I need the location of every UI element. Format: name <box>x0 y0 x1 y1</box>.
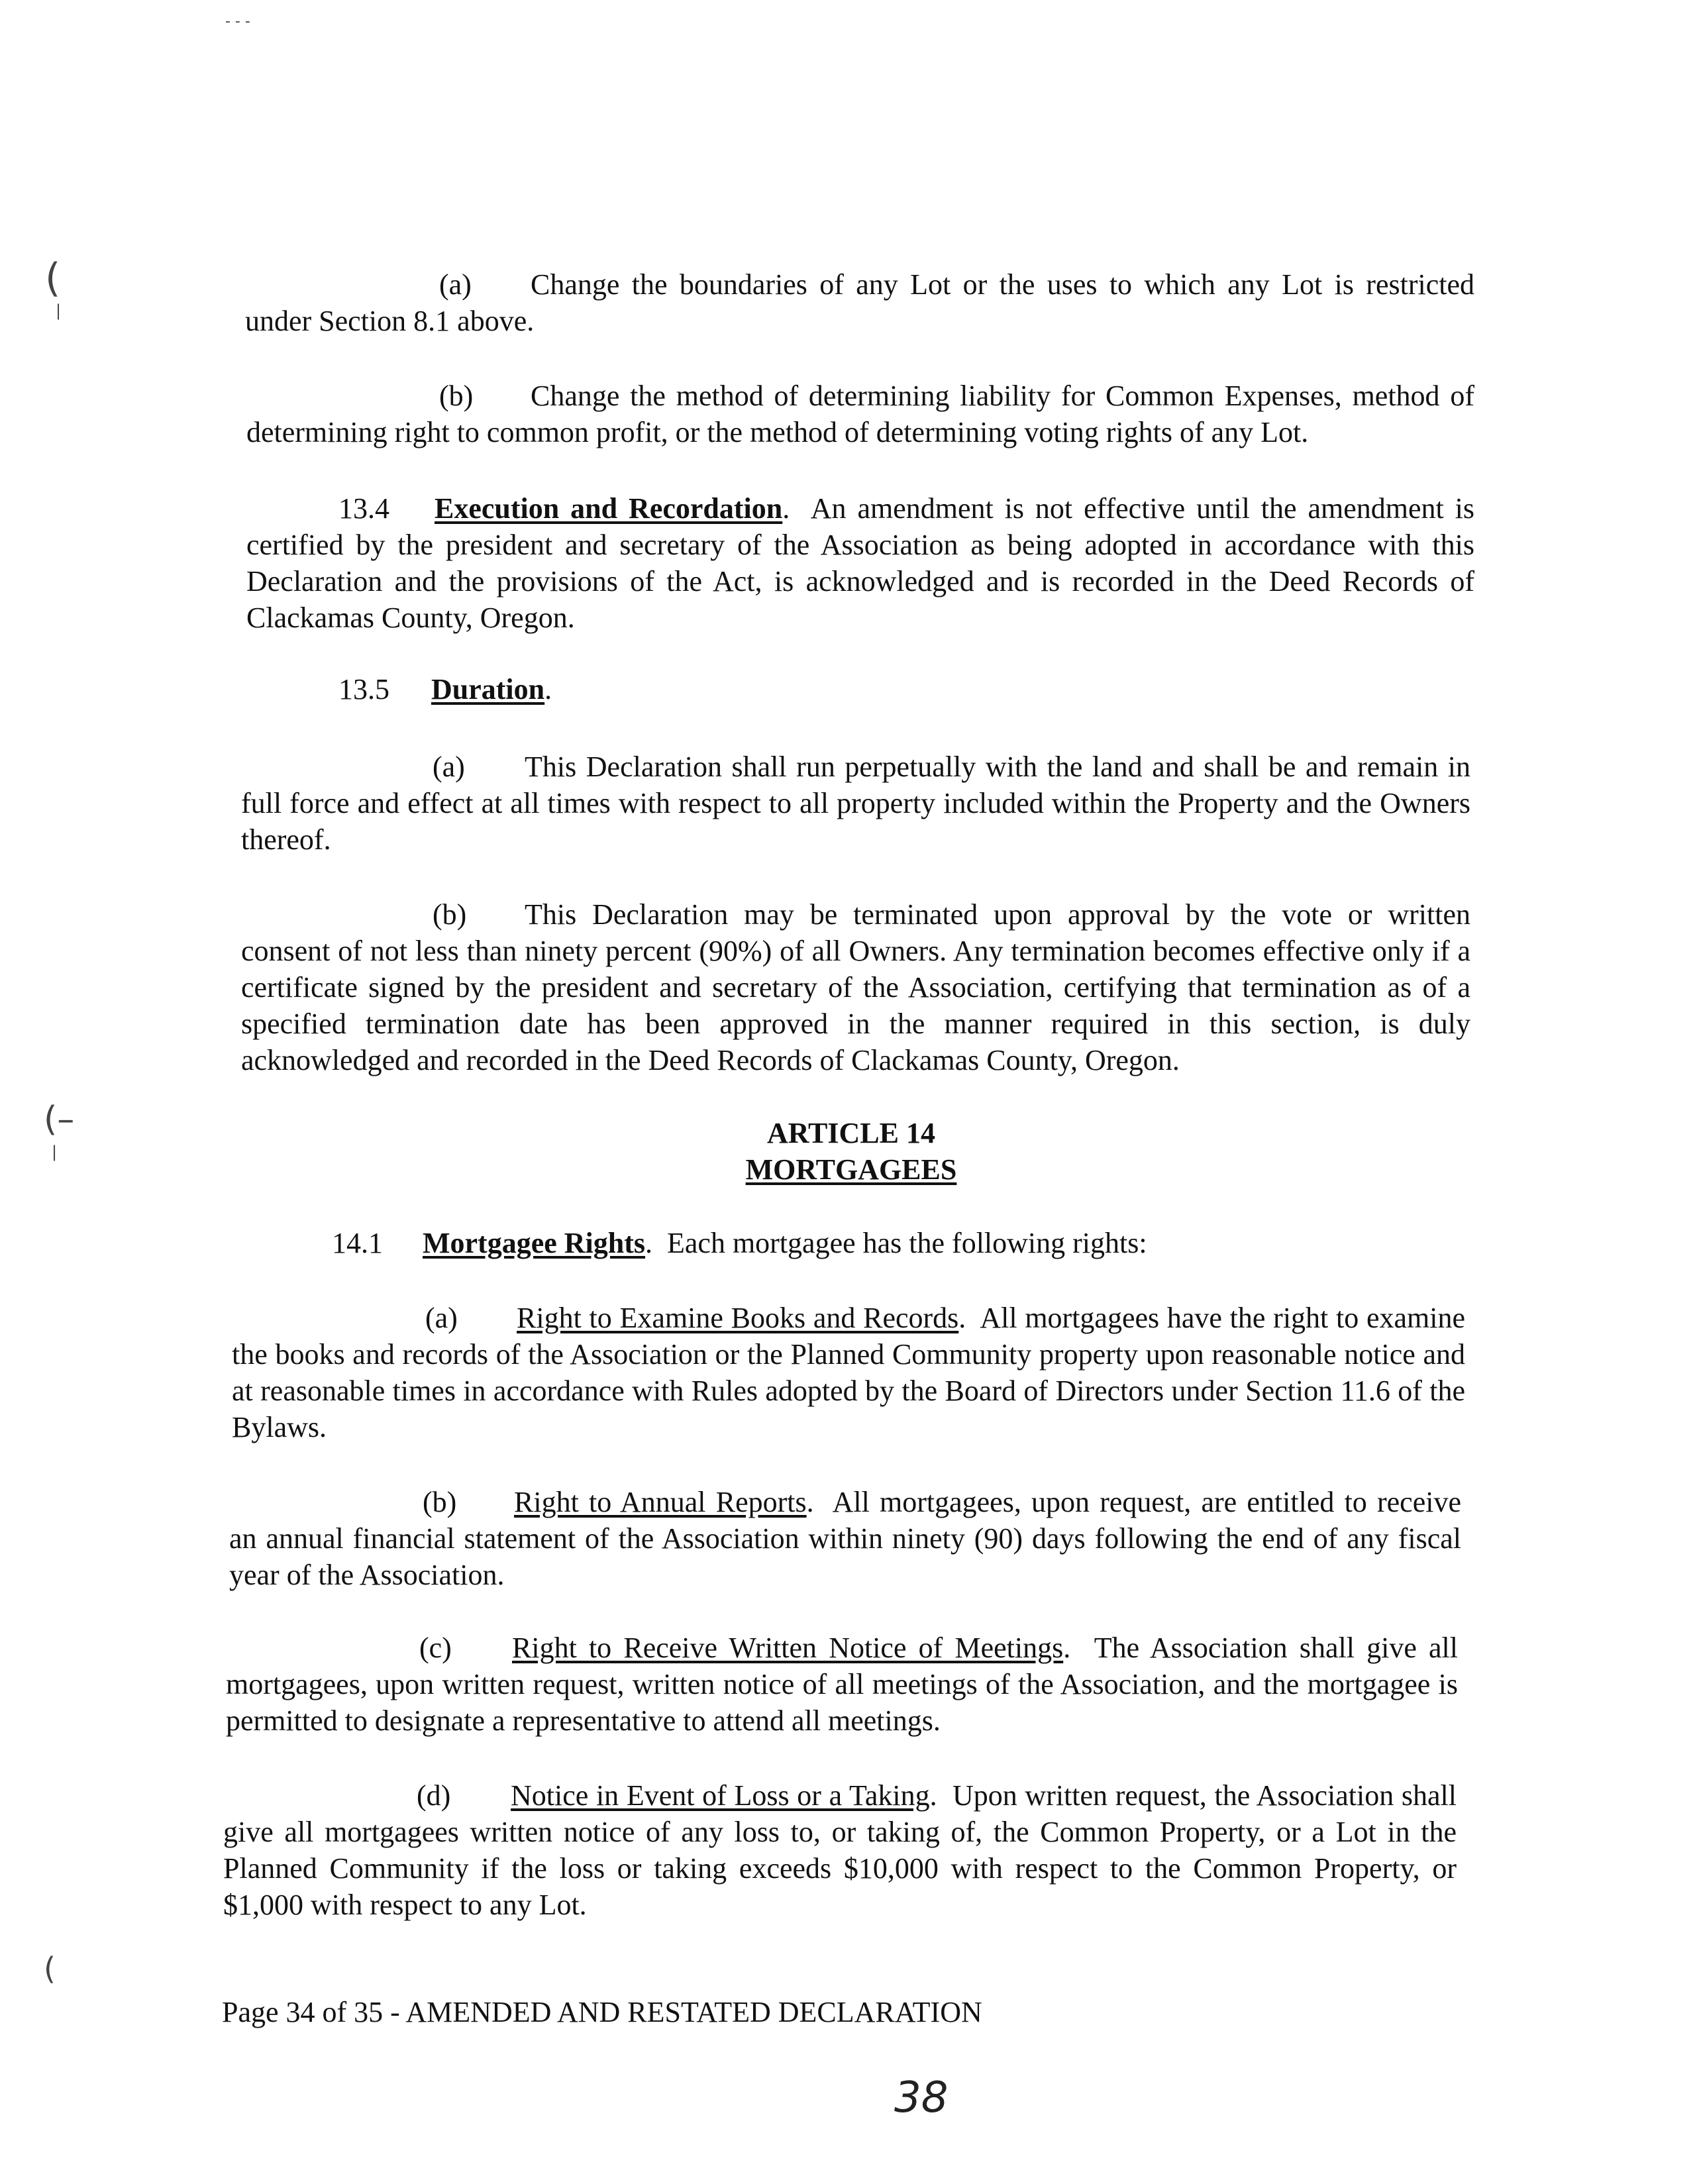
paragraph-subheading: Right to Receive Written Notice of Meetings <box>512 1632 1064 1664</box>
paragraph-text: The Association shall give all mortgagees, upon written request, written notice of all meetings of the Association, and the mortgagee is permitted to designate a representative to attend all meetings. <box>226 1632 1458 1737</box>
section-heading: Mortgagee Rights <box>423 1227 646 1259</box>
handwritten-page-number: 38 <box>894 2073 949 2122</box>
article-title: MORTGAGEES <box>745 1153 957 1186</box>
paragraph <box>245 266 1474 339</box>
section-heading: Duration <box>431 673 545 705</box>
paragraph <box>241 896 1470 1078</box>
paragraph-subheading: Right to Annual Reports <box>514 1486 807 1518</box>
section-number: 13.4 <box>338 492 389 525</box>
section-number: 13.5 <box>338 673 389 705</box>
paragraph-label: (b) <box>439 380 474 412</box>
paragraph-text: Change the method of determining liability for Common Expenses, method of determining right to common profit, or the method of determining voting rights of any Lot. <box>246 380 1474 448</box>
paragraph: (c) Right to Receive Written Notice of Meetings. The Association shall give all mortgagees, upon written request, written notice of all meetings of the Association, and the mortgagee is permitted to designate a representative to attend all meetings. <box>226 1630 1458 1739</box>
section-heading: Execution and Recordation <box>435 492 783 525</box>
paragraph-text: This Declaration shall run perpetually with the land and shall be and remain in full force and effect at all times with respect to all property included within the Property and the Owners thereof. <box>241 751 1470 856</box>
scan-mark: - - - <box>225 13 250 30</box>
paragraph-text: This Declaration may be terminated upon approval by the vote or written consent of not less than ninety percent (90%) of all Owners. Any termination becomes effective only if a certificate signed by the president and secretary of the Association, certifying that termination as of a specified termination date has been approved in the manner required in this section, is duly acknowledged and recorded in the Deed Records of Clackamas County, Oregon. <box>241 898 1470 1076</box>
paragraph-label: (a) <box>433 751 465 783</box>
scan-mark: | <box>56 301 62 320</box>
paragraph <box>241 749 1470 858</box>
paragraph-label: (b) <box>423 1486 457 1518</box>
paragraph-text: All mortgagees have the right to examine the books and records of the Association or the Planned Community property upon reasonable notice and at reasonable times in accordance with Rules adopted by the Board of Directors under Section 11.6 of the Bylaws. <box>232 1302 1466 1443</box>
paragraph-label: (c) <box>419 1632 452 1664</box>
scan-mark: (– <box>44 1100 75 1139</box>
paragraph-text: An amendment is not effective until the amendment is certified by the president and secretary of the Association as being adopted in accordance with this Declaration and the provisions of the Act, is acknowledged and is recorded in the Deed Records of Clackamas County, Oregon. <box>246 492 1474 634</box>
article-heading <box>662 1115 1040 1188</box>
paragraph: 13.4 Execution and Recordation. An amendment is not effective until the amendment is certified by the president and secretary of the Association as being adopted in accordance with this Declaration and the provisions of the Act, is acknowledged and is recorded in the Deed Records of Clackamas County, Oregon. <box>246 490 1474 636</box>
scan-mark: | <box>52 1143 58 1161</box>
paragraph-label: (a) <box>425 1302 458 1334</box>
paragraph-label: (b) <box>433 898 467 931</box>
paragraph-subheading: Right to Examine Books and Records <box>517 1302 959 1334</box>
scan-mark: ( <box>44 1951 56 1987</box>
paragraph-label: (d) <box>417 1779 451 1812</box>
paragraph: (b) Right to Annual Reports. All mortgagees, upon request, are entitled to receive an annual financial statement of the Association within ninety (90) days following the end of any fiscal year of the Association. <box>229 1484 1461 1593</box>
section-number: 14.1 <box>332 1227 383 1259</box>
scan-mark: ( <box>45 255 61 301</box>
paragraph: (a) Right to Examine Books and Records. All mortgagees have the right to examine the books and records of the Association or the Planned Community property upon reasonable notice and at reasonable times in accordance with Rules adopted by the Board of Directors under Section 11.6 of the Bylaws. <box>232 1300 1465 1445</box>
paragraph-label: (a) <box>439 268 472 301</box>
paragraph: (d) Notice in Event of Loss or a Taking. Upon written request, the Association shall give all mortgagees written notice of any loss to, or taking of, the Common Property, or a Lot in the Planned Community if the loss or taking exceeds $10,000 with respect to the Common Property, or $1,000 with respect to any Lot. <box>223 1777 1457 1923</box>
paragraph-text: All mortgagees, upon request, are entitled to receive an annual financial statement of the Association within ninety (90) days following the end of any fiscal year of the Association. <box>229 1486 1461 1591</box>
paragraph-text: Upon written request, the Association shall give all mortgagees written notice of any loss to, or taking of, the Common Property, or a Lot in the Planned Community if the loss or taking exceeds $10,000 with respect to the Common Property, or $1,000 with respect to any Lot. <box>223 1779 1457 1921</box>
page-footer: Page 34 of 35 - AMENDED AND RESTATED DECLARATION <box>222 1996 982 2028</box>
paragraph: 14.1 Mortgagee Rights. Each mortgagee has the following rights: <box>241 1225 1470 1261</box>
paragraph-subheading: Notice in Event of Loss or a Taking <box>511 1779 930 1812</box>
paragraph <box>246 378 1474 450</box>
paragraph-text: Change the boundaries of any Lot or the uses to which any Lot is restricted under Section 8.1 above. <box>245 268 1474 337</box>
paragraph-text: Each mortgagee has the following rights: <box>667 1227 1147 1259</box>
paragraph: 13.5 Duration. <box>246 671 1474 707</box>
article-number: ARTICLE 14 <box>767 1117 935 1149</box>
